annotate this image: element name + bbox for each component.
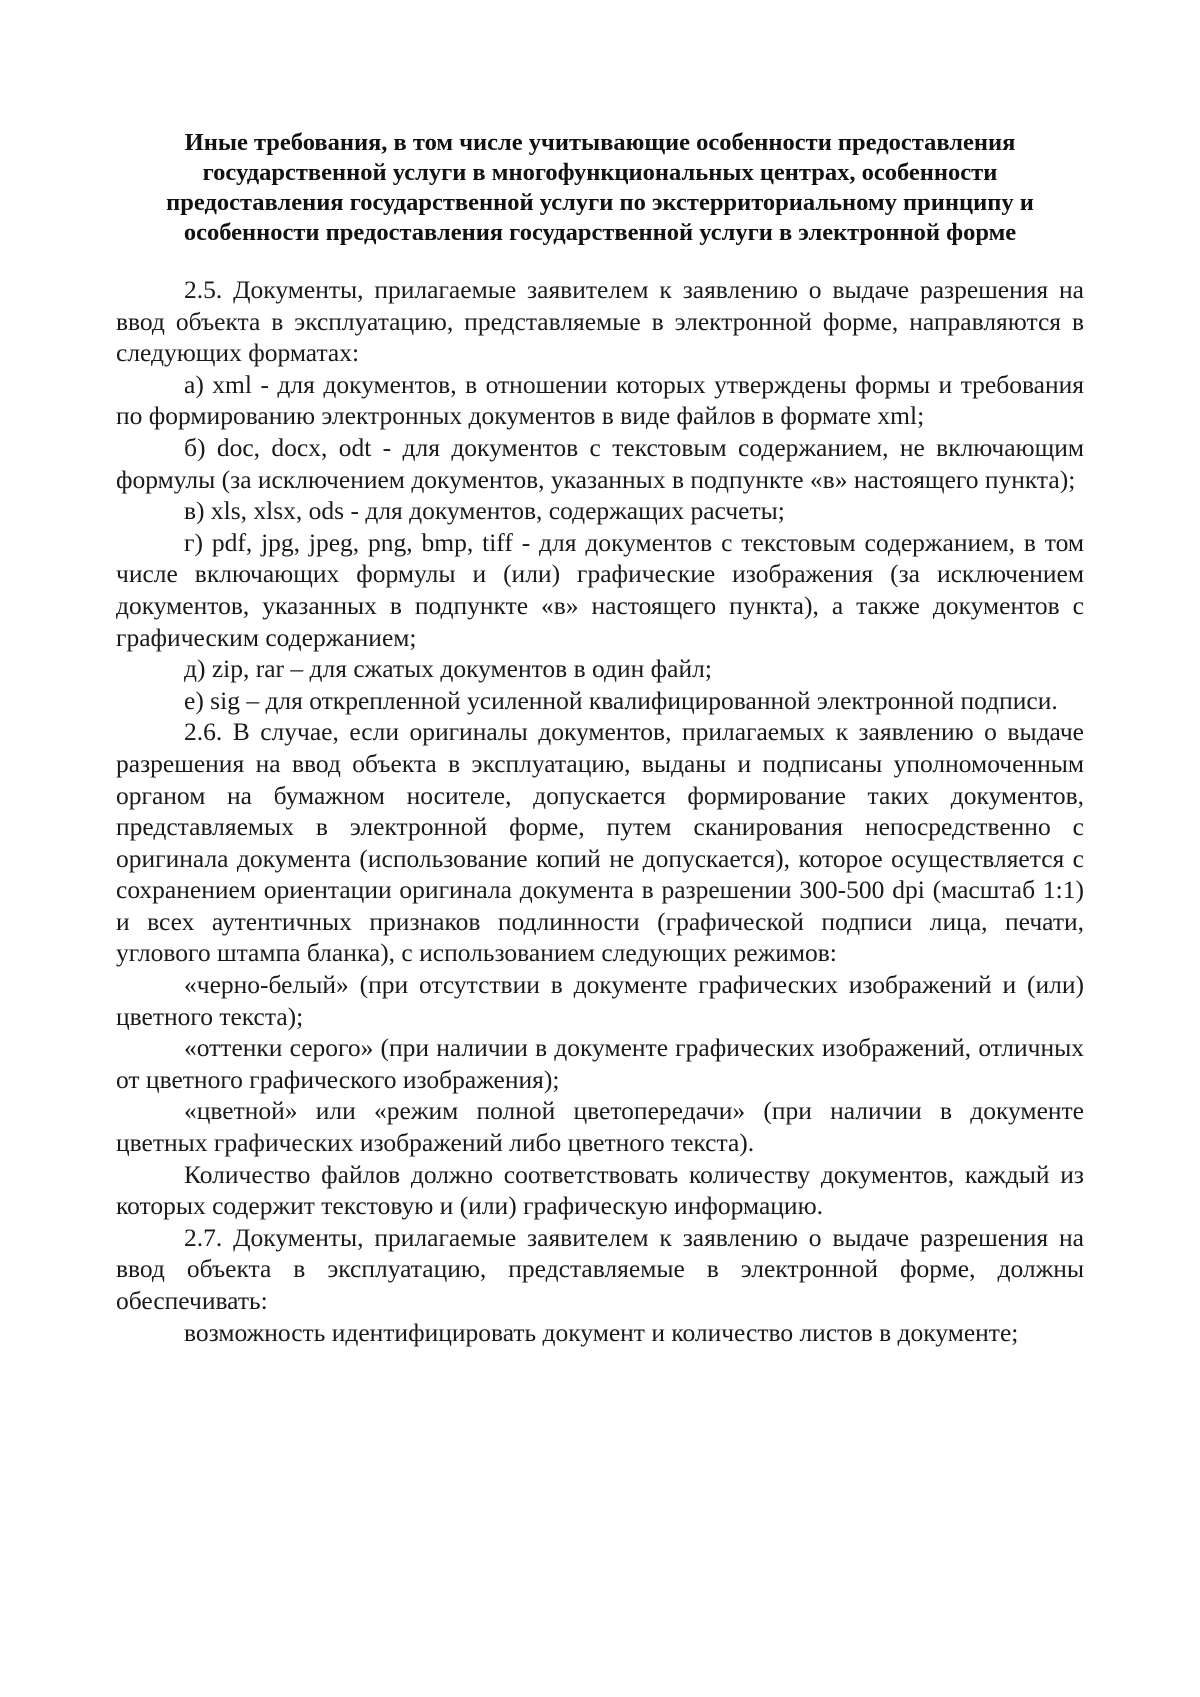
- list-item-a-xml: а) xml - для документов, в отношении которых утверждены формы и требования по формированию электронных документов в виде файлов в формате xml;: [116, 369, 1084, 431]
- paragraph-identify-document: возможность идентифицировать документ и количество листов в документе;: [184, 1317, 1019, 1347]
- mode-black-white: «черно-белый» (при отсутствии в документе графических изображений и (или) цветного текста);: [116, 970, 1084, 1031]
- document-page: [116, 128, 1084, 1348]
- paragraph-file-count: Количество файлов должно соответствовать количеству документов, каждый из которых содержит текстовую и (или) графическую информацию.: [116, 1159, 1084, 1221]
- list-item-v-xls: в) xls, xlsx, ods - для документов, содержащих расчеты;: [184, 496, 785, 526]
- list-item-e-sig: е) sig – для открепленной усиленной квалифицированной электронной подписи.: [184, 685, 1058, 715]
- mode-color: «цветной» или «режим полной цветопередачи» (при наличии в документе цветных графических изображений либо цветного текста).: [116, 1096, 1084, 1158]
- paragraph-2-7: 2.7. Документы, прилагаемые заявителем к заявлению о выдаче разрешения на ввод объекта в эксплуатацию, представляемые в электронной форме, должны обеспечивать:: [116, 1222, 1084, 1315]
- list-item-d-zip: д) zip, rar – для сжатых документов в один файл;: [184, 654, 712, 684]
- section-heading: Иные требования, в том числе учитывающие особенности предоставления государственной услуги в многофункциональных центрах, особенности предоставления государственной услуги по экстерриториальному принципу и особенности предоставления государственной услуги в электронной форме: [166, 129, 1034, 246]
- list-item-g-pdf: г) pdf, jpg, jpeg, png, bmp, tiff - для документов с текстовым содержанием, в том числе включающих формулы и (или) графические изображения (за исключением документов, указанных в подпункте «в» настоящего пункта), а также документов с графическим содержанием;: [116, 527, 1084, 652]
- paragraph-2-6: 2.6. В случае, если оригиналы документов, прилагаемых к заявлению о выдаче разрешения на ввод объекта в эксплуатацию, выданы и подписаны уполномоченным органом на бумажном носителе, допускается формирование таких документов, представляемых в электронной форме, путем сканирования непосредственно с оригинала документа (использование копий не допускается), которое осуществляется с сохранением ориентации оригинала документа в разрешении 300-500 dpi (масштаб 1:1) и всех аутентичных признаков подлинности (графической подписи лица, печати, углового штампа бланка), с использованием следующих режимов:: [116, 717, 1084, 968]
- paragraph-2-5: 2.5. Документы, прилагаемые заявителем к заявлению о выдаче разрешения на ввод объекта в эксплуатацию, представляемые в электронной форме, направляются в следующих форматах:: [116, 275, 1084, 368]
- mode-grayscale: «оттенки серого» (при наличии в документе графических изображений, отличных от цветного графического изображения);: [116, 1033, 1084, 1094]
- list-item-b-doc: б) doc, docx, odt - для документов с текстовым содержанием, не включающим формулы (за исключением документов, указанных в подпункте «в» настоящего пункта);: [116, 432, 1084, 494]
